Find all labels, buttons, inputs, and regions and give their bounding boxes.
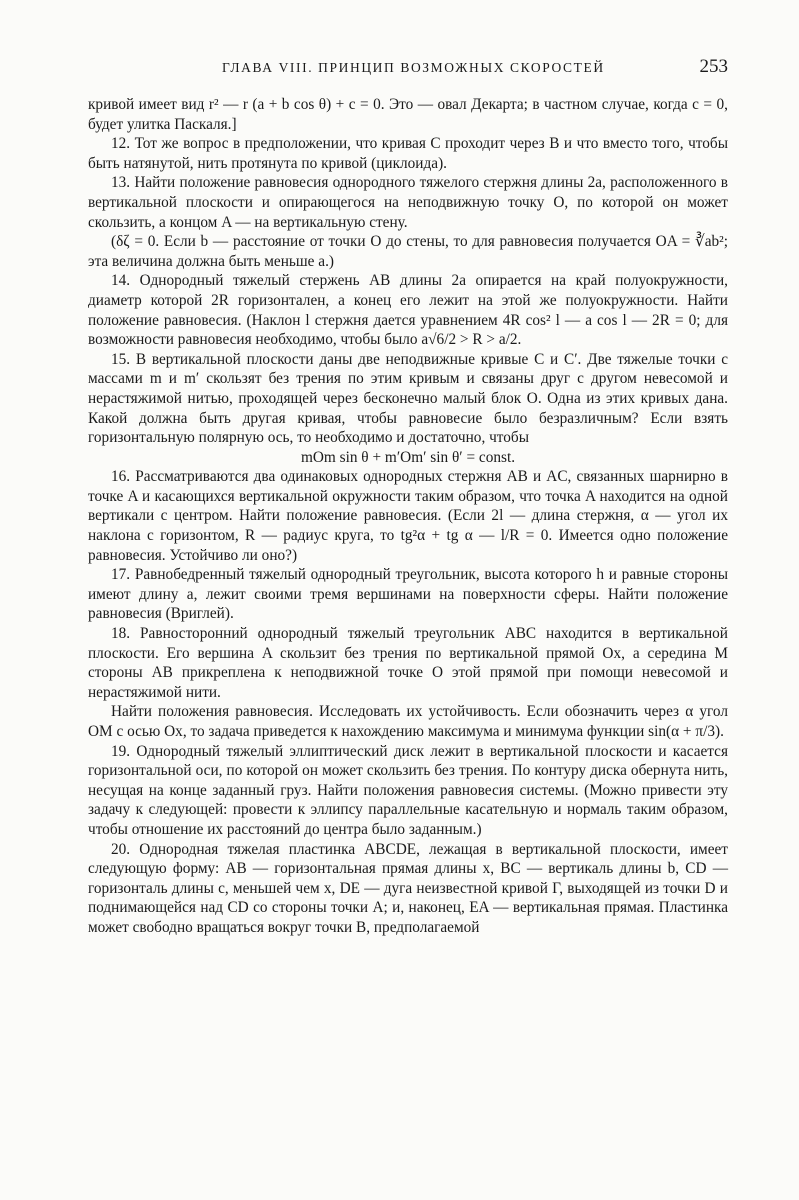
running-title: ГЛАВА VIII. ПРИНЦИП ВОЗМОЖНЫХ СКОРОСТЕЙ: [222, 60, 605, 75]
page-number: 253: [699, 56, 728, 77]
page-header: [88, 56, 728, 82]
problem-13: 13. Найти положение равновесия однородного тяжелого стержня длины 2a, расположенного в вертикальной плоскости и опирающегося на неподвижную точку O, по которой он может скользить, а концом A — на вертикальную стену.: [88, 174, 728, 231]
problem-15: 15. В вертикальной плоскости даны две неподвижные кривые C и C′. Две тяжелые точки с массами m и m′ скользят без трения по этим кривым и связаны друг с другом невесомой и нерастяжимой нитью, проходящей через бесконечно малый блок O. Одна из этих кривых дана. Какой должна быть другая кривая, чтобы равновесие было безразличным? Если взять горизонтальную полярную ось, то необходимо и достаточно, чтобы: [88, 350, 728, 447]
problem-19: 19. Однородный тяжелый эллиптический диск лежит в вертикальной плоскости и касается горизонтальной оси, по которой он может скользить без трения. По контуру диска обернута нить, несущая на конце заданный груз. Найти положения равновесия системы. (Можно привести эту задачу к следующей: провести к эллипсу параллельные касательную и нормаль таким образом, чтобы отношение их расстояний до центра было заданным.): [88, 742, 728, 838]
problem-18-continued: Найти положения равновесия. Исследовать их устойчивость. Если обозначить через α угол OM с осью Ox, то задача приведется к нахождению максимума и минимума функции sin(α + π/3).: [88, 703, 728, 740]
problem-12: 12. Тот же вопрос в предположении, что кривая C проходит через B и что вместо того, чтобы быть натянутой, нить протянута по кривой (циклоида).: [88, 135, 728, 172]
paragraph-continuation: кривой имеет вид r² — r (a + b cos θ) + c = 0. Это — овал Декарта; в частном случае, когда c = 0, будет улитка Паскаля.]: [88, 96, 728, 133]
body-text: [88, 95, 728, 938]
problem-20: 20. Однородная тяжелая пластинка ABCDE, лежащая в вертикальной плоскости, имеет следующую форму: AB — горизонтальная прямая длины x, BC — вертикаль длины b, CD — горизонталь длины c, меньшей чем x, DE — дуга неизвестной кривой Г, выходящей из точки D и поднимающейся над CD со стороны точки A; и, наконец, EA — вертикальная прямая. Пластинка может свободно вращаться вокруг точки B, предполагаемой: [88, 840, 728, 936]
problem-17: 17. Равнобедренный тяжелый однородный треугольник, высота которого h и равные стороны имеют длину a, лежит своими тремя вершинами на поверхности сферы. Найти положение равновесия (Вриглей).: [88, 566, 728, 623]
equation-15: mOm sin θ + m′Om′ sin θ′ = const.: [300, 448, 516, 466]
problem-18: 18. Равносторонний однородный тяжелый треугольник ABC находится в вертикальной плоскости. Его вершина A скользит без трения по вертикальной прямой Ox, а середина M стороны AB прикреплена к неподвижной точке O этой прямой при помощи невесомой и нерастяжимой нити.: [88, 625, 728, 701]
problem-16: 16. Рассматриваются два одинаковых однородных стержня AB и AC, связанных шарнирно в точке A и касающихся вертикальной окружности таким образом, что точка A находится на одной вертикали с центром. Найти положение равновесия. (Если 2l — длина стержня, α — угол их наклона с горизонтом, R — радиус круга, то tg²α + tg α — l/R = 0. Имеется одно положение равновесия. Устойчиво ли оно?): [88, 468, 728, 564]
page: [88, 56, 728, 938]
problem-14: 14. Однородный тяжелый стержень AB длины 2a опирается на край полуокружности, диаметр которой 2R горизонтален, а конец его лежит на этой же полуокружности. Найти положение равновесия. (Наклон l стержня дается уравнением 4R cos² l — a cos l — 2R = 0; для возможности равновесия необходимо, чтобы было a√6/2 > R > a/2.: [88, 272, 728, 349]
problem-13-answer: (δζ = 0. Если b — расстояние от точки O до стены, то для равновесия получается OA = ∛ab²; эта величина должна быть меньше a.): [88, 233, 728, 270]
